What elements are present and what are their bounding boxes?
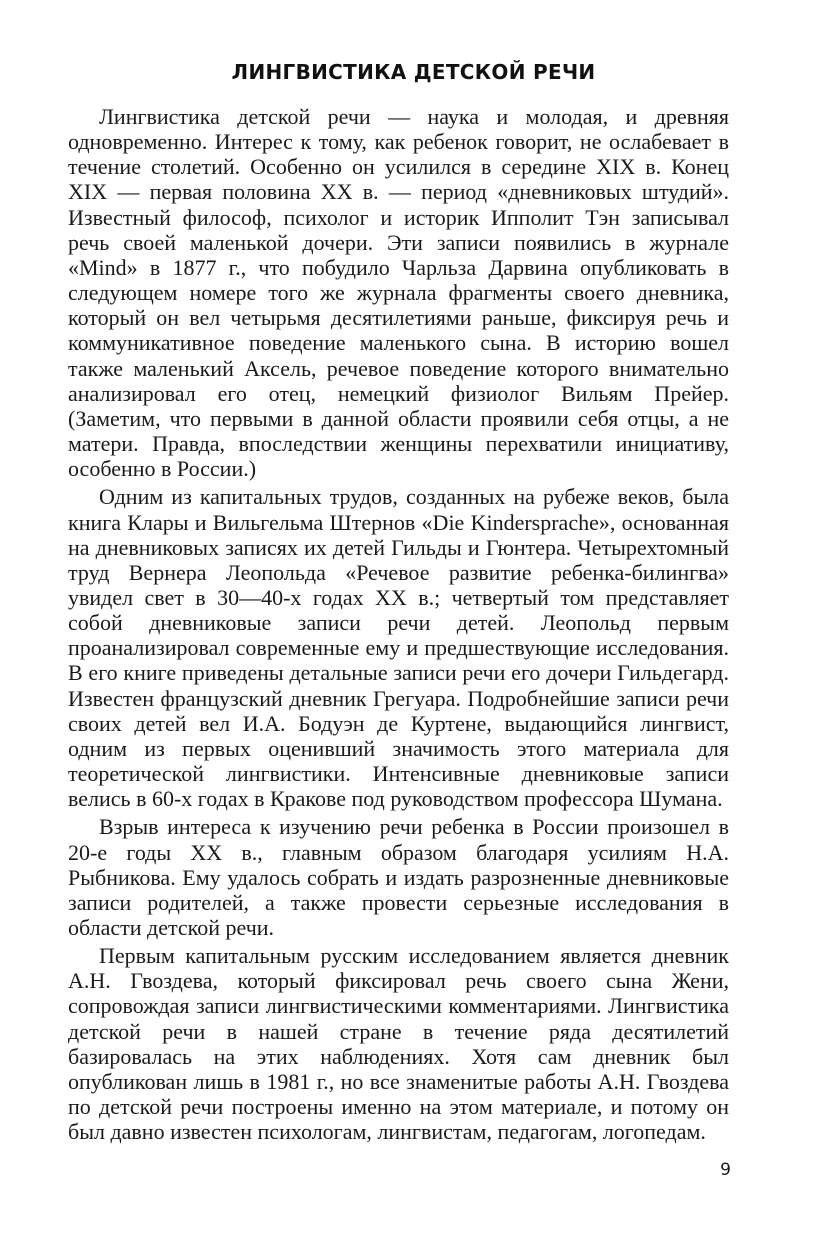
- page-title: ЛИНГВИСТИКА ДЕТСКОЙ РЕЧИ: [231, 60, 596, 84]
- page-number: 9: [720, 1160, 731, 1180]
- paragraph-4: Первым капитальным русским исследованием является дневник А.Н. Гвоздева, который фиксировал речь своего сына Жени, сопровождая записи лингвистическими комментариями. Лингвистика детской речи в нашей стране в течение ряда десятилетий базировалась на этих наблюдениях. Хотя сам дневник был опубликован лишь в 1981 г., но все знаменитые работы А.Н. Гвоздева по детской речи построены именно на этом материале, и потому он был давно известен психологам, лингвистам, педагогам, логопедам.: [68, 943, 729, 1145]
- paragraph-3: Взрыв интереса к изучению речи ребенка в России произошел в 20-е годы XX в., главным образом благодаря усилиям Н.А. Рыбникова. Ему удалось собрать и издать разрозненные дневниковые записи родителей, а также провести серьезные исследования в области детской речи.: [68, 814, 729, 940]
- body-text: [68, 104, 729, 1144]
- paragraph-2: Одним из капитальных трудов, созданных на рубеже веков, была книга Клары и Вильгельма Штернов «Die Kindersprache», основанная на дневниковых записях их детей Гильды и Гюнтера. Четырехтомный труд Вернера Леопольда «Речевое развитие ребенка-билингва» увидел свет в 30—40-х годах XX в.; четвертый том представляет собой дневниковые записи речи детей. Леопольд первым проанализировал современные ему и предшествующие исследования. В его книге приведены детальные записи речи его дочери Гильдегард. Известен французский дневник Грегуара. Подробнейшие записи речи своих детей вел И.А. Бодуэн де Куртене, выдающийся лингвист, одним из первых оценивший значимость этого материала для теоретической лингвистики. Интенсивные дневниковые записи велись в 60-х годах в Кракове под руководством профессора Шумана.: [68, 484, 729, 812]
- paragraph-1: Лингвистика детской речи — наука и молодая, и древняя одновременно. Интерес к тому, как ребенок говорит, не ослабевает в течение столетий. Особенно он усилился в середине XIX в. Конец XIX — первая половина XX в. — период «дневниковых штудий». Известный философ, психолог и историк Ипполит Тэн записывал речь своей маленькой дочери. Эти записи появились в журнале «Mind» в 1877 г., что побудило Чарльза Дарвина опубликовать в следующем номере того же журнала фрагменты своего дневника, который он вел четырьмя десятилетиями раньше, фиксируя речь и коммуникативное поведение маленького сына. В историю вошел также маленький Аксель, речевое поведение которого внимательно анализировал его отец, немецкий физиолог Вильям Прейер. (Заметим, что первыми в данной области проявили себя отцы, а не матери. Правда, впоследствии женщины перехватили инициативу, особенно в России.): [68, 104, 729, 482]
